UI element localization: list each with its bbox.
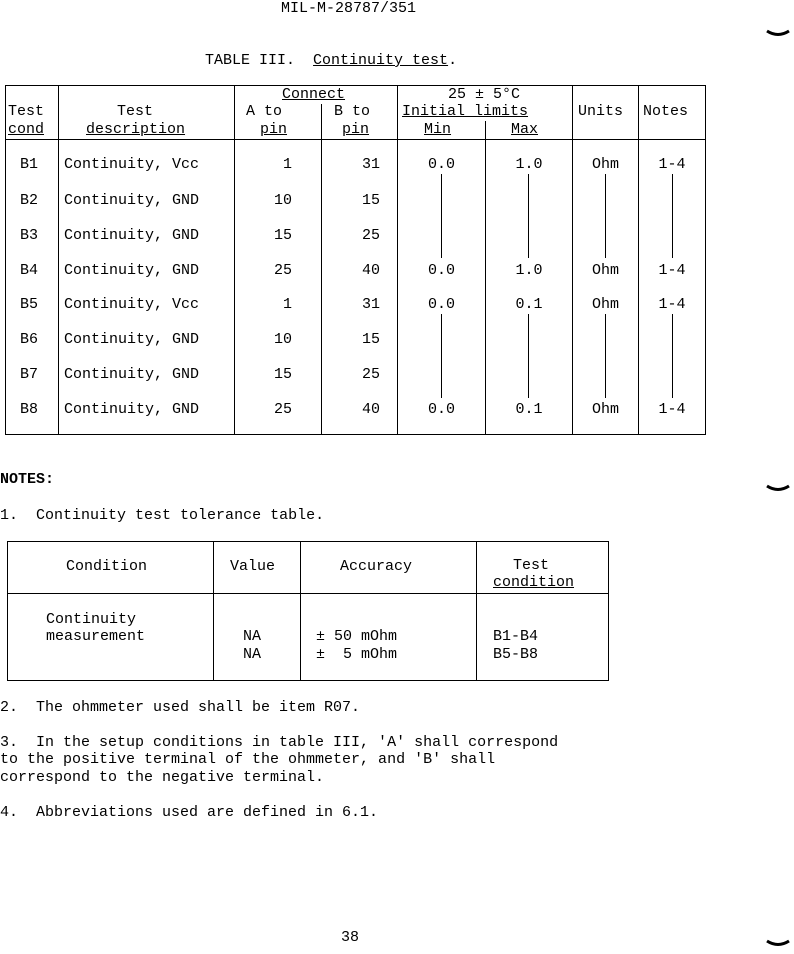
header-a-to: A to — [246, 103, 283, 120]
col-divider — [58, 85, 59, 435]
cell-a-pin: 10 — [273, 192, 292, 209]
col-divider — [638, 85, 639, 435]
cell-desc: Continuity, GND — [64, 262, 200, 279]
cell-notes: 1-4 — [658, 156, 686, 173]
cell-units: Ohm — [591, 262, 619, 279]
binding-mark-icon — [766, 484, 790, 492]
note-2: 2. The ohmmeter used shall be item R07. — [0, 699, 361, 716]
tol-cell-accuracy: ± 50 mOhm — [316, 628, 398, 645]
tol-cell-value: NA — [243, 628, 262, 645]
table-title-main: Continuity test — [313, 52, 449, 69]
tol-header-condition: Condition — [66, 558, 148, 575]
header-b-pin: pin — [342, 121, 370, 138]
note-3-line-1: 3. In the setup conditions in table III, 'A' shall correspond — [0, 734, 559, 751]
cell-desc: Continuity, Vcc — [64, 296, 200, 313]
cell-a-pin: 1 — [282, 156, 292, 173]
col-divider — [213, 541, 214, 681]
cell-a-pin: 10 — [273, 331, 292, 348]
cell-cond: B3 — [20, 227, 39, 244]
tol-cell-condition: measurement — [46, 628, 146, 645]
cell-notes: 1-4 — [658, 296, 686, 313]
col-divider — [476, 541, 477, 681]
cell-b-pin: 15 — [361, 331, 380, 348]
cell-cond: B5 — [20, 296, 39, 313]
header-notes: Notes — [643, 103, 689, 120]
cell-cond: B8 — [20, 401, 39, 418]
note-3-line-2: to the positive terminal of the ohmmeter, and 'B' shall — [0, 751, 496, 768]
col-divider — [300, 541, 301, 681]
col-divider — [572, 85, 573, 435]
cell-b-pin: 40 — [361, 401, 380, 418]
header-units: Units — [578, 103, 624, 120]
tol-header-value: Value — [230, 558, 276, 575]
page-number: 38 — [341, 929, 360, 946]
tol-header-test: Test — [513, 557, 550, 574]
note-4: 4. Abbreviations used are defined in 6.1. — [0, 804, 379, 821]
document-id: MIL-M-28787/351 — [281, 0, 417, 17]
cell-b-pin: 40 — [361, 262, 380, 279]
col-divider — [7, 541, 8, 681]
header-initial-limits: Initial limits — [402, 103, 529, 120]
header-temperature: 25 ± 5°C — [448, 86, 521, 103]
cell-cond: B4 — [20, 262, 39, 279]
cell-b-pin: 31 — [361, 296, 380, 313]
ditto-line — [672, 314, 673, 398]
header-test-cond-2: cond — [8, 121, 45, 138]
col-divider — [608, 541, 609, 681]
header-test-desc-2: description — [86, 121, 186, 138]
cell-cond: B7 — [20, 366, 39, 383]
tol-header-rule — [7, 593, 609, 594]
binding-mark-icon — [766, 939, 790, 947]
ditto-line — [441, 314, 442, 398]
tol-header-condition-2: condition — [493, 574, 575, 591]
tol-top-rule — [7, 541, 609, 542]
cell-b-pin: 25 — [361, 227, 380, 244]
cell-units: Ohm — [591, 156, 619, 173]
cell-max: 1.0 — [515, 262, 543, 279]
col-divider — [705, 85, 706, 435]
col-divider — [397, 85, 398, 435]
ditto-line — [528, 174, 529, 258]
cell-units: Ohm — [591, 401, 619, 418]
cell-a-pin: 25 — [273, 262, 292, 279]
note-1-number: 1. — [0, 507, 19, 524]
cell-b-pin: 15 — [361, 192, 380, 209]
cell-cond: B6 — [20, 331, 39, 348]
cell-min: 0.0 — [427, 296, 455, 313]
ditto-line — [672, 174, 673, 258]
cell-min: 0.0 — [427, 401, 455, 418]
tol-header-accuracy: Accuracy — [340, 558, 413, 575]
note-3-line-3: correspond to the negative terminal. — [0, 769, 325, 786]
cell-cond: B1 — [20, 156, 39, 173]
cell-desc: Continuity, GND — [64, 331, 200, 348]
table-title-suffix: . — [448, 52, 458, 69]
cell-max: 0.1 — [515, 401, 543, 418]
tol-cell-test-condition: B5-B8 — [493, 646, 539, 663]
table-top-rule — [5, 85, 706, 86]
cell-min: 0.0 — [427, 156, 455, 173]
table-title — [205, 52, 457, 69]
ditto-line — [441, 174, 442, 258]
ditto-line — [528, 314, 529, 398]
header-connect: Connect — [282, 86, 346, 103]
cell-desc: Continuity, GND — [64, 401, 200, 418]
cell-units: Ohm — [591, 296, 619, 313]
header-a-pin: pin — [260, 121, 288, 138]
table-header-rule — [5, 139, 706, 140]
binding-mark-icon — [766, 29, 790, 37]
header-test-desc-1: Test — [117, 103, 154, 120]
header-max: Max — [511, 121, 539, 138]
tol-cell-test-condition: B1-B4 — [493, 628, 539, 645]
cell-a-pin: 25 — [273, 401, 292, 418]
tol-cell-value: NA — [243, 646, 262, 663]
cell-max: 0.1 — [515, 296, 543, 313]
cell-a-pin: 1 — [282, 296, 292, 313]
tol-cell-accuracy: ± 5 mOhm — [316, 646, 398, 663]
table-bottom-rule — [5, 434, 706, 435]
header-min: Min — [424, 121, 452, 138]
cell-b-pin: 31 — [361, 156, 380, 173]
cell-min: 0.0 — [427, 262, 455, 279]
cell-a-pin: 15 — [273, 227, 292, 244]
cell-desc: Continuity, Vcc — [64, 156, 200, 173]
ditto-line — [605, 174, 606, 258]
cell-cond: B2 — [20, 192, 39, 209]
cell-desc: Continuity, GND — [64, 227, 200, 244]
ditto-line — [605, 314, 606, 398]
notes-heading: NOTES: — [0, 471, 55, 488]
note-1 — [0, 507, 324, 524]
header-test-cond-1: Test — [8, 103, 45, 120]
tol-cell-condition: Continuity — [46, 611, 137, 628]
cell-desc: Continuity, GND — [64, 366, 200, 383]
cell-notes: 1-4 — [658, 262, 686, 279]
tol-bottom-rule — [7, 680, 609, 681]
table-title-prefix: TABLE III. — [205, 52, 296, 69]
cell-b-pin: 25 — [361, 366, 380, 383]
cell-desc: Continuity, GND — [64, 192, 200, 209]
cell-a-pin: 15 — [273, 366, 292, 383]
note-1-text: Continuity test tolerance table. — [36, 507, 325, 524]
cell-notes: 1-4 — [658, 401, 686, 418]
header-b-to: B to — [334, 103, 371, 120]
col-divider — [5, 85, 6, 435]
cell-max: 1.0 — [515, 156, 543, 173]
